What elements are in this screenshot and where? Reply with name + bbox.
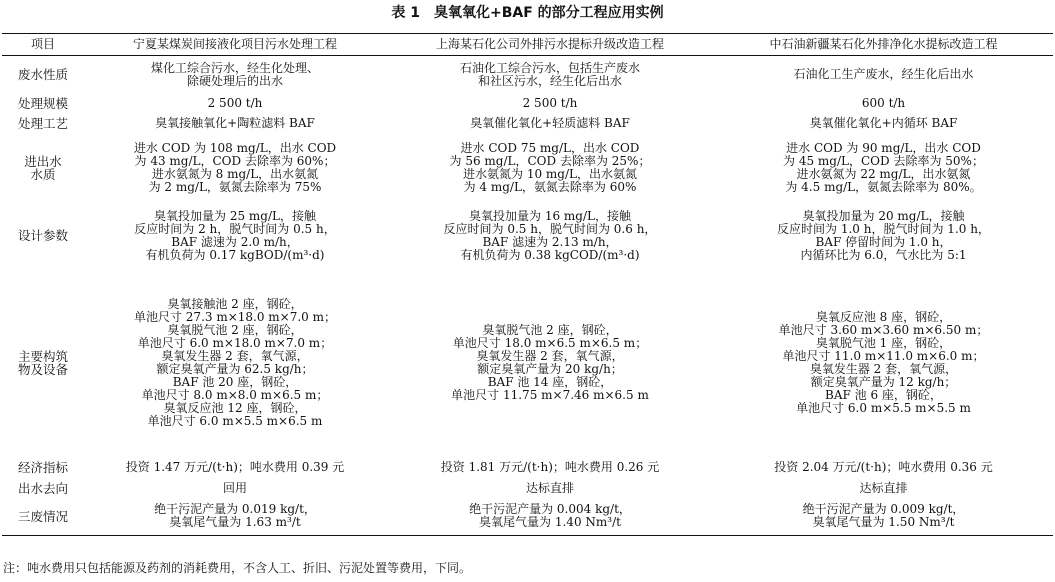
cell-line: BAF 滤速为 2.13 m/h， xyxy=(482,234,618,249)
table-cell xyxy=(386,479,714,498)
table-row-wastewater-type xyxy=(2,56,1053,94)
cell-line: 臭氧尾气量为 1.63 m³/t xyxy=(169,515,301,530)
cell-line: 臭氧脱气池 2 座，钢砼， xyxy=(482,322,618,337)
cell-line: BAF 停留时间为 1.0 h， xyxy=(815,234,952,249)
cell-line: 进水氨氮为 8 mg/L，出水氨氮 xyxy=(151,166,319,181)
cell-line: 臭氧催化氧化+内循环 BAF xyxy=(809,115,958,130)
cell-line: 进水 COD 为 108 mg/L，出水 COD xyxy=(133,140,337,155)
cell-line: 绝干污泥产量为 0.004 kg/t， xyxy=(469,502,631,517)
row-label xyxy=(2,94,84,113)
cell-line: BAF 池 6 座，钢砼， xyxy=(825,387,942,402)
cell-line: 为 2 mg/L，氨氮去除率为 75% xyxy=(148,179,322,194)
table-cell xyxy=(84,479,386,498)
cell-line: 单池尺寸 11.75 m×7.46 m×6.5 m xyxy=(451,387,649,402)
cell-line: 达标直排 xyxy=(859,480,908,495)
cell-line: 进水 COD 75 mg/L，出水 COD xyxy=(460,140,640,155)
cell-line: 反应时间为 0.5 h，脱气时间为 0.6 h， xyxy=(443,221,657,236)
row-label-line: 经济指标 xyxy=(17,459,68,475)
cell-line: 单池尺寸 6.0 m×5.5 m×6.5 m xyxy=(147,413,323,428)
header-item: 项目 xyxy=(30,37,55,51)
row-label-line: 设计参数 xyxy=(17,228,68,243)
table-cell xyxy=(386,113,714,134)
table-cell xyxy=(714,94,1053,113)
cell-line: 臭氧催化氧化+轻质滤料 BAF xyxy=(470,115,630,130)
cell-line: 为 45 mg/L，COD 去除率为 50%； xyxy=(783,153,984,168)
cell-line: 回用 xyxy=(222,480,247,495)
table-cell xyxy=(714,202,1053,270)
table-row-design-parameters xyxy=(2,202,1053,270)
cell-line: 2 500 t/h xyxy=(522,95,578,110)
cell-line: 反应时间为 1.0 h，脱气时间为 1.0 h， xyxy=(777,221,990,236)
cell-line: 臭氧投加量为 16 mg/L，接触 xyxy=(469,208,631,223)
cell-line: 为 43 mg/L，COD 去除率为 60%； xyxy=(134,153,336,168)
cell-line: 除硬处理后的出水 xyxy=(186,73,283,88)
row-label-line: 水质 xyxy=(30,166,56,182)
cell-line: 臭氧反应池 12 座，钢砼， xyxy=(163,400,307,415)
row-label-line: 废水性质 xyxy=(17,67,68,83)
cell-line: 投资 1.81 万元/(t·h)；吨水费用 0.26 元 xyxy=(440,459,660,474)
cell-line: 额定臭氧产量为 20 kg/h； xyxy=(477,361,623,376)
cell-line: 单池尺寸 27.3 m×18.0 m×7.0 m； xyxy=(133,309,337,324)
row-label xyxy=(2,456,84,479)
table-cell xyxy=(84,456,386,479)
cell-line: 达标直排 xyxy=(525,480,574,495)
table-body xyxy=(2,56,1053,536)
table-cell xyxy=(84,270,386,456)
table-cell xyxy=(84,134,386,202)
row-label xyxy=(2,498,84,536)
cell-line: 石油化工生产废水，经生化后出水 xyxy=(793,67,974,82)
cell-line: 反应时间为 2 h，脱气时间为 0.5 h， xyxy=(134,221,336,236)
cell-line: 臭氧反应池 8 座，钢砼， xyxy=(815,309,952,324)
cell-line: 投资 2.04 万元/(t·h)；吨水费用 0.36 元 xyxy=(774,459,993,474)
table-row-three-wastes xyxy=(2,498,1053,536)
table-cell xyxy=(714,270,1053,456)
cell-line: 内循环比为 6.0，气水比为 5:1 xyxy=(800,247,967,262)
cell-line: BAF 池 20 座，钢砼， xyxy=(172,374,298,389)
table-cell xyxy=(84,56,386,94)
row-label xyxy=(2,113,84,134)
cell-line: 臭氧尾气量为 1.40 Nm³/t xyxy=(479,515,621,530)
cell-line: 臭氧接触氧化+陶粒滤料 BAF xyxy=(155,115,315,130)
table-cell xyxy=(386,134,714,202)
table-row-effluent-destination xyxy=(2,479,1053,498)
row-label-line: 进出水 xyxy=(24,153,62,169)
table-cell xyxy=(714,479,1053,498)
cell-line: BAF 滤速为 2.0 m/h， xyxy=(171,234,299,249)
cell-line: 绝干污泥产量为 0.009 kg/t， xyxy=(802,502,965,517)
cell-line: 进水氨氮为 22 mg/L，出水氨氮 xyxy=(796,166,971,181)
table-cell xyxy=(386,456,714,479)
table-row-economic-indicators xyxy=(2,456,1053,479)
header-case-xinjiang: 中石油新疆某石化外排净化水提标改造工程 xyxy=(769,37,998,51)
row-label xyxy=(2,134,84,202)
cell-line: 为 56 mg/L，COD 去除率为 25%； xyxy=(449,153,651,168)
table-caption: 表 1 臭氧氧化+BAF 的部分工程应用实例 xyxy=(391,5,664,21)
engineering-cases-table xyxy=(2,33,1053,536)
cell-line: 绝干污泥产量为 0.019 kg/t， xyxy=(154,502,316,517)
cell-line: 单池尺寸 3.60 m×3.60 m×6.50 m； xyxy=(778,322,989,337)
cell-line: 额定臭氧产量为 62.5 kg/h； xyxy=(156,361,314,376)
row-label xyxy=(2,202,84,270)
table-cell xyxy=(84,202,386,270)
table-header-row xyxy=(2,34,1053,56)
table-cell xyxy=(714,498,1053,536)
cell-line: 和社区污水，经生化后出水 xyxy=(477,73,622,88)
cell-line: 臭氧尾气量为 1.50 Nm³/t xyxy=(812,515,955,530)
header-case-shanghai: 上海某石化公司外排污水提标升级改造工程 xyxy=(435,37,664,51)
row-label-line: 处理工艺 xyxy=(17,115,68,131)
cell-line: 臭氧接触池 2 座，钢砼， xyxy=(167,296,303,311)
table-cell xyxy=(714,113,1053,134)
table-row-treatment-process xyxy=(2,113,1053,134)
cell-line: 进水 COD 为 90 mg/L，出水 COD xyxy=(786,140,981,155)
table-cell xyxy=(714,134,1053,202)
table-cell xyxy=(84,113,386,134)
table-cell xyxy=(386,202,714,270)
table-row-main-structures-equipment xyxy=(2,270,1053,456)
table-cell xyxy=(84,94,386,113)
row-label-line: 出水去向 xyxy=(17,480,68,496)
row-label xyxy=(2,56,84,94)
table-row-treatment-scale xyxy=(2,94,1053,113)
table-cell xyxy=(386,56,714,94)
cell-line: 单池尺寸 11.0 m×11.0 m×6.0 m； xyxy=(782,348,985,363)
table-cell xyxy=(386,270,714,456)
cell-line: 臭氧发生器 2 套，氧气源， xyxy=(809,361,958,376)
cell-line: 为 4.5 mg/L，氨氮去除率为 80%。 xyxy=(785,179,982,194)
cell-line: 臭氧发生器 2 套，氧气源， xyxy=(476,348,624,363)
table-row-influent-effluent-quality xyxy=(2,134,1053,202)
table-cell xyxy=(386,498,714,536)
row-label-line: 处理规模 xyxy=(17,95,68,111)
cell-line: 臭氧脱气池 1 座，钢砼， xyxy=(815,335,952,350)
row-label xyxy=(2,479,84,498)
cell-line: 单池尺寸 18.0 m×6.5 m×6.5 m； xyxy=(452,335,648,350)
row-label-line: 主要构筑 xyxy=(17,348,68,364)
table-note: 注：吨水费用只包括能源及药剂的消耗费用，不含人工、折旧、污泥处置等费用，下同。 xyxy=(3,561,472,575)
row-label-line: 物及设备 xyxy=(17,361,68,377)
cell-line: 为 4 mg/L，氨氮去除率为 60% xyxy=(463,179,637,194)
cell-line: 单池尺寸 8.0 m×8.0 m×6.5 m； xyxy=(141,387,329,402)
table-cell xyxy=(386,94,714,113)
row-label xyxy=(2,270,84,456)
cell-line: 煤化工综合污水，经生化处理、 xyxy=(150,60,319,75)
row-label-line: 三废情况 xyxy=(17,508,68,524)
cell-line: 有机负荷为 0.38 kgCOD/(m³·d) xyxy=(460,247,640,262)
cell-line: 600 t/h xyxy=(861,95,906,110)
cell-line: 臭氧投加量为 20 mg/L，接触 xyxy=(802,208,965,223)
cell-line: 单池尺寸 6.0 m×18.0 m×7.0 m； xyxy=(137,335,333,350)
cell-line: 额定臭氧产量为 12 kg/h； xyxy=(810,374,957,389)
cell-line: 单池尺寸 6.0 m×5.5 m×5.5 m xyxy=(796,400,971,415)
cell-line: 臭氧发生器 2 套，氧气源， xyxy=(161,348,309,363)
cell-line: BAF 池 14 座，钢砼， xyxy=(487,374,613,389)
table-cell xyxy=(84,498,386,536)
header-case-ningxia: 宁夏某煤炭间接液化项目污水处理工程 xyxy=(132,37,337,51)
cell-line: 投资 1.47 万元/(t·h)；吨水费用 0.39 元 xyxy=(125,459,345,474)
cell-line: 臭氧脱气池 2 座，钢砼， xyxy=(167,322,303,337)
cell-line: 进水氨氮为 10 mg/L，出水氨氮 xyxy=(463,166,637,181)
table-cell xyxy=(714,456,1053,479)
table-cell xyxy=(714,56,1053,94)
cell-line: 臭氧投加量为 25 mg/L，接触 xyxy=(154,208,316,223)
cell-line: 石油化工综合污水，包括生产废水 xyxy=(459,60,640,75)
cell-line: 有机负荷为 0.17 kgBOD/(m³·d) xyxy=(145,247,325,262)
cell-line: 2 500 t/h xyxy=(207,95,263,110)
